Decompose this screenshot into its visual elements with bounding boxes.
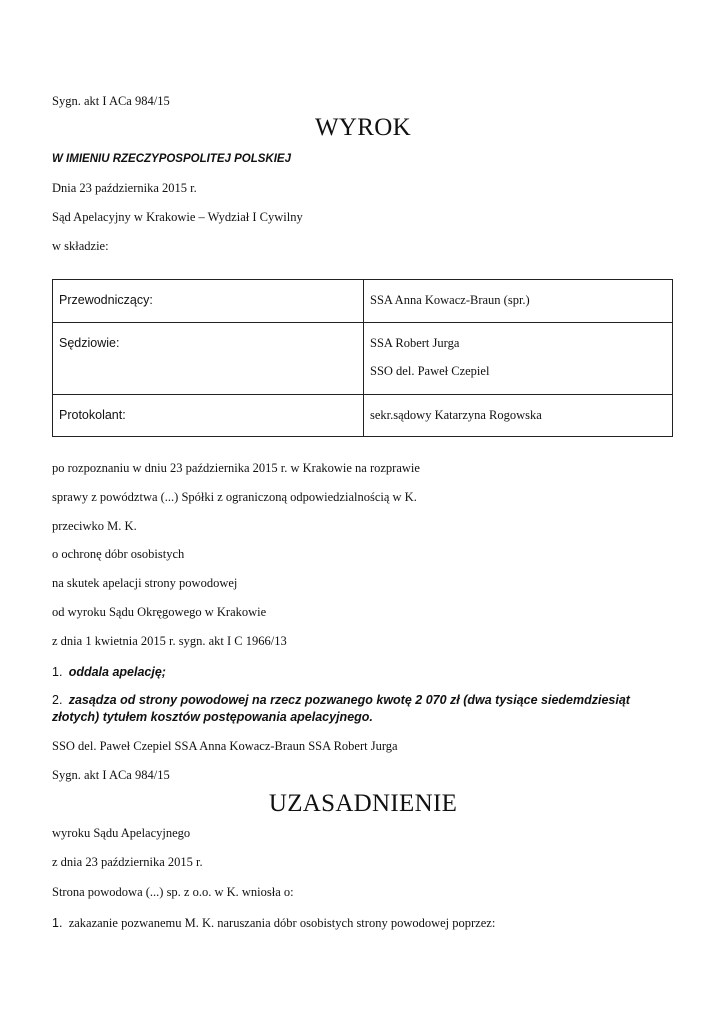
case-signature: Sygn. akt I ACa 984/15 [52,94,170,108]
body-line: z dnia 23 października 2015 r. [52,855,203,869]
case-signature: Sygn. akt I ACa 984/15 [52,768,170,782]
decision-item [52,692,674,726]
judgment-subtitle: W IMIENIU RZECZYPOSPOLITEJ POLSKIEJ [52,153,291,165]
body-line: Strona powodowa (...) sp. z o.o. w K. wniosła o: [52,885,294,899]
body-line: z dnia 1 kwietnia 2015 r. sygn. akt I C 1966/13 [52,634,287,648]
role-cell [53,395,364,437]
role-cell [53,323,364,395]
judge-name: SSA Anna Kowacz-Braun (spr.) [370,293,530,307]
body-line: wyroku Sądu Apelacyjnego [52,826,191,840]
body-line: o ochronę dóbr osobistych [52,547,185,561]
judgment-date: Dnia 23 października 2015 r. [52,181,197,195]
judge-name: SSO del. Paweł Czepiel [370,364,490,378]
table-row [53,323,673,395]
item-number: 1. [52,916,63,930]
justification-title: UZASADNIENIE [268,790,458,817]
signatures: SSO del. Paweł Czepiel SSA Anna Kowacz-Braun SSA Robert Jurga [52,739,398,753]
role-label: Sędziowie: [59,336,120,350]
body-line: przeciwko M. K. [52,519,137,533]
names-cell [364,280,673,323]
judge-name: SSA Robert Jurga [370,336,460,350]
decision-text: oddala apelację; [68,665,166,679]
names-cell [364,395,673,437]
decision-item [52,664,166,680]
composition-intro: w składzie: [52,239,109,253]
decision-number: 2. [52,693,63,707]
decision-text: zasądza od strony powodowej na rzecz pozwanego kwotę 2 070 zł (dwa tysiące siedemdziesiąt złotych) tytułem kosztów postępowania apelacyjnego. [52,693,630,724]
composition-table [52,279,673,437]
table-row [53,395,673,437]
court-name: Sąd Apelacyjny w Krakowie – Wydział I Cywilny [52,210,303,224]
clerk-name: sekr.sądowy Katarzyna Rogowska [370,408,542,422]
body-line: od wyroku Sądu Okręgowego w Krakowie [52,605,267,619]
body-line: sprawy z powództwa (...) Spółki z ograniczoną odpowiedzialnością w K. [52,490,417,504]
body-line: na skutek apelacji strony powodowej [52,576,238,590]
decision-number: 1. [52,665,63,679]
names-cell [364,323,673,395]
body-line: po rozpoznaniu w dniu 23 października 2015 r. w Krakowie na rozprawie [52,461,420,475]
table-row [53,280,673,323]
role-label: Protokolant: [59,408,126,422]
judgment-title: WYROK [315,114,411,141]
role-cell [53,280,364,323]
list-item [52,915,495,931]
item-text: zakazanie pozwanemu M. K. naruszania dóbr osobistych strony powodowej poprzez: [68,916,496,930]
role-label: Przewodniczący: [59,293,153,307]
